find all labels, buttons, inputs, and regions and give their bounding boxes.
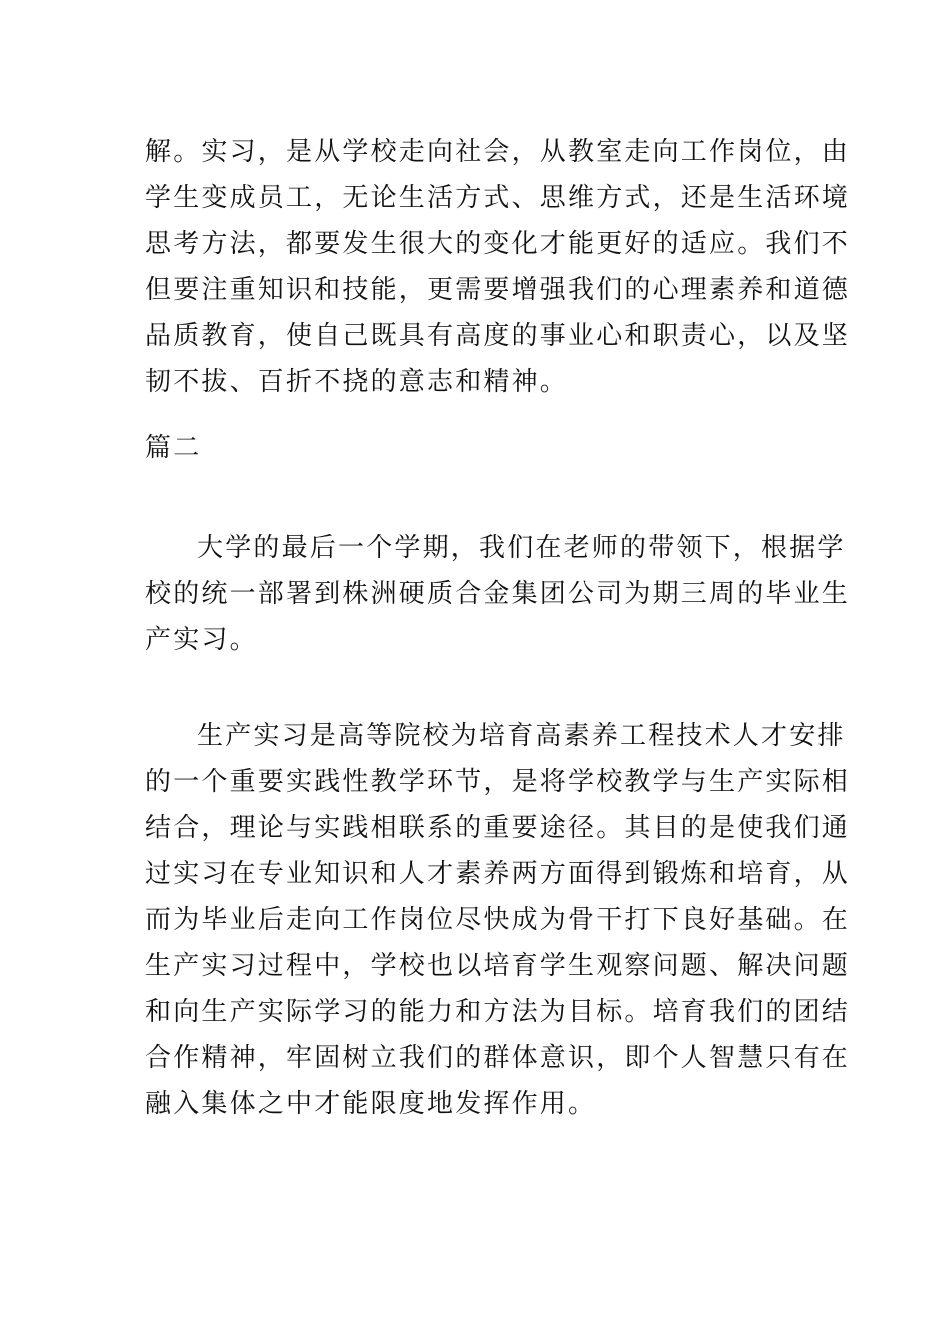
text-line: 思考方法，都要发生很大的变化才能更好的适应。我们不: [145, 229, 851, 259]
text-line: 大学的最后一个学期，我们在老师的带领下，根据学: [197, 533, 846, 563]
text-line: 产实习。: [145, 625, 258, 655]
text-line: 解。实习，是从学校走向社会，从教室走向工作岗位，由: [145, 137, 851, 167]
text-line: 合作精神，牢固树立我们的群体意识，即个人智慧只有在: [145, 1043, 851, 1073]
text-line: 而为毕业后走向工作岗位尽快成为骨干打下良好基础。在: [145, 905, 851, 935]
text-line: 生产实习过程中，学校也以培育学生观察问题、解决问题: [145, 951, 851, 981]
section-heading: 篇二: [145, 433, 202, 463]
text-line: 生产实习是高等院校为培育高素养工程技术人才安排: [197, 721, 846, 751]
text-line: 学生变成员工，无论生活方式、思维方式，还是生活环境: [145, 183, 851, 213]
text-line: 品质教育，使自己既具有高度的事业心和职责心，以及坚: [145, 321, 851, 351]
text-line: 但要注重知识和技能，更需要增强我们的心理素养和道德: [145, 275, 851, 305]
text-line: 的一个重要实践性教学环节，是将学校教学与生产实际相: [145, 767, 851, 797]
text-line: 结合，理论与实践相联系的重要途径。其目的是使我们通: [145, 813, 851, 843]
text-line: 过实习在专业知识和人才素养两方面得到锻炼和培育，从: [145, 859, 851, 889]
text-line: 融入集体之中才能限度地发挥作用。: [145, 1089, 597, 1119]
text-line: 和向生产实际学习的能力和方法为目标。培育我们的团结: [145, 997, 851, 1027]
text-line: 校的统一部署到株洲硬质合金集团公司为期三周的毕业生: [145, 579, 851, 609]
text-line: 韧不拔、百折不挠的意志和精神。: [145, 367, 569, 397]
